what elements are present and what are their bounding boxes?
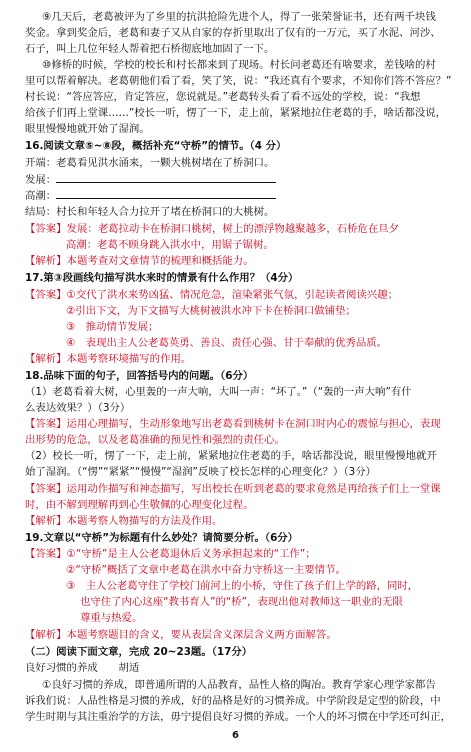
text-line: ②“守桥”概括了文章中老葛在洪水中奋力守桥这一主要情节。 bbox=[66, 564, 346, 576]
text-line: 17.第③段画线句描写洪水来时的情景有什么作用？（4分） bbox=[25, 272, 299, 284]
text-line: （2）校长一听，愣了一下，走上前，紧紧地拉住老葛的手，啥话都没说，眼里慢慢地就开 bbox=[25, 450, 437, 462]
text-line: 19.文章以“守桥”为标题有什么妙处？请简要分析。（6分） bbox=[25, 532, 299, 544]
text-line: 【解析】本题考察题目的含义，要从表层含义深层含义两方面解答。 bbox=[25, 629, 337, 641]
blank-label: 高潮： bbox=[25, 190, 57, 202]
text-line: （二）阅读下面文章，完成 20~23题。（17分） bbox=[25, 646, 253, 658]
text-line: 【答案】①“守桥”是主人公老葛退休后义务承担起来的“工作”； bbox=[25, 548, 316, 560]
text-line: 开端：老葛看见洪水涌来，一颗大桃树堵在了桥洞口。 bbox=[25, 157, 275, 169]
text-line: 【答案】发展：老葛拉动卡在桥洞口桃树，树上的漂浮物越聚越多，石桥危在旦夕 bbox=[25, 223, 400, 235]
text-line: 16.阅读文章⑤~⑧段，概括补充“守桥”的情节。（4 分） bbox=[25, 140, 287, 152]
text-line: 【答案】运用动作描写和神态描写，写出校长在听到老葛的要求竟然是再给孩子们上一堂课 bbox=[25, 483, 441, 495]
text-line: 【解析】本题考察环境描写的作用。 bbox=[25, 353, 192, 365]
text-line: 村长说：“答应答应，肯定答应，您说就是。”老葛转头看了看不远处的学校，说：“我想 bbox=[25, 91, 421, 103]
text-line: 眼里慢慢地就开始了湿润。 bbox=[25, 123, 150, 135]
blank-answer-line bbox=[25, 172, 276, 188]
text-line: 【答案】①交代了洪水来势凶猛、情况危急，渲染紧张气氛，引起读者阅读兴趣； bbox=[25, 289, 398, 301]
text-line: ③ 推动情节发展； bbox=[66, 321, 159, 333]
text-line: 诉我们说：人品性格是习惯的养成，好的品格是好的习惯养成。中学阶段是定型的阶段，中 bbox=[25, 695, 441, 707]
text-line: ③ 主人公老葛守住了学校门前河上的小桥，守住了孩子们上学的路，同时， bbox=[66, 580, 419, 592]
text-line: 出形势的危急，以及老葛准确的预见性和强烈的责任心。 bbox=[25, 434, 285, 446]
text-line: 里可以帮着解决。老葛朝他们看了看，笑了笑，说：“我还真有个要求，不知你们答不答应？” bbox=[25, 75, 452, 87]
text-line: 给孩子们再上堂课……”校长一听，愣了一下，走上前，紧紧地拉住老葛的手，啥话都没说， bbox=[25, 107, 447, 119]
text-line: 学生时期与其注重治学的方法，毋宁提倡良好习惯的养成。一个人的坏习惯在中学还可纠正， bbox=[25, 711, 452, 723]
blank-answer-line bbox=[25, 188, 276, 204]
text-line: （1）老葛看着大树，心里轰的一声大响，大叫一声：“坏了。”（“轰的一声大响”有什 bbox=[25, 386, 412, 398]
text-line: 时，由不解到理解再到心生敬佩的心理变化过程。 bbox=[25, 499, 254, 511]
text-line: ⑨几天后，老葛被评为了乡里的抗洪抢险先进个人，得了一张荣誉证书，还有两千块钱 bbox=[42, 11, 436, 23]
underline-blank bbox=[56, 172, 276, 183]
text-line: ④ 表现出主人公老葛英勇、善良、责任心强、甘于奉献的优秀品质。 bbox=[66, 337, 388, 349]
text-line: 也守住了内心这座“教书育人”的“桥”，表现出他对教师这一职业的无限 bbox=[80, 596, 403, 608]
text-line: ①良好习惯的养成，即普通所谓的人品教育，品性人格的陶冶。教育学家心理学家都告 bbox=[42, 679, 436, 691]
text-line: 奖金。拿到奖金后，老葛和妻子又从自家的存折里取出了仅有的一万元，买了水泥、河沙、 bbox=[25, 27, 441, 39]
text-line: 良好习惯的养成 胡适 bbox=[25, 662, 140, 674]
page-number: 6 bbox=[232, 730, 239, 741]
text-line: 【答案】运用心理描写，生动形象地写出老葛看到桃树卡在洞口时内心的震惊与担心，表现 bbox=[25, 418, 441, 430]
underline-blank bbox=[56, 188, 276, 199]
text-line: 高潮：老葛不顾身跳入洪水中，用锯子锯树。 bbox=[66, 239, 274, 251]
text-line: 始了湿润。（“愣”“紧紧”“慢慢”“湿润”反映了校长怎样的心理变化？）（3分） bbox=[25, 466, 376, 478]
text-line: ⑩修桥的时候，学校的校长和村长都来到了现场。村长问老葛还有啥要求，差钱啥的村 bbox=[42, 59, 436, 71]
text-line: 【解析】本题考察人物描写的方法及作用。 bbox=[25, 515, 223, 527]
text-line: 18.品味下面的句子，回答括号内的问题。（6分） bbox=[25, 370, 254, 382]
blank-label: 发展： bbox=[25, 174, 57, 186]
text-line: 结局：村长和年轻人合力拉开了堵在桥洞口的大桃树。 bbox=[25, 206, 275, 218]
text-line: 石子，叫上几位年轻人帮着把石桥彻底地加固了一下。 bbox=[25, 43, 275, 55]
text-line: 么表达效果？）（3分） bbox=[25, 402, 131, 414]
text-line: 【解析】本题考查对文章情节的梳理和概括能力。 bbox=[25, 255, 254, 267]
text-line: ②引出下文，为下文描写大桃树被洪水冲下卡在桥洞口做铺垫； bbox=[66, 305, 356, 317]
text-line: 尊重与热爱。 bbox=[80, 612, 143, 624]
